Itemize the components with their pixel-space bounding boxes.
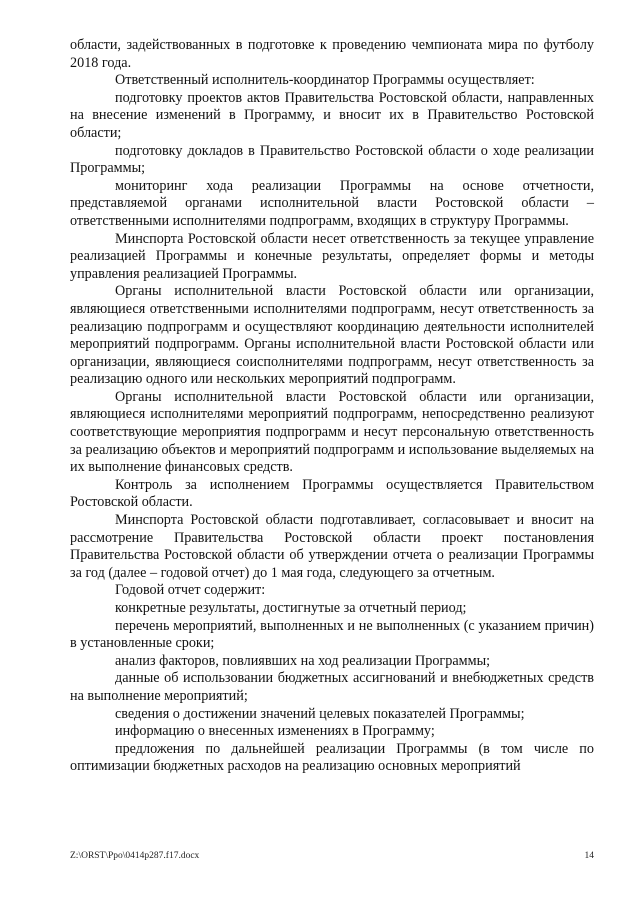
paragraph: предложения по дальнейшей реализации Программы (в том числе по оптимизации бюджетных расходов на реализацию основных мероприятий bbox=[70, 740, 594, 775]
paragraph: сведения о достижении значений целевых показателей Программы; bbox=[115, 705, 525, 722]
page-number: 14 bbox=[584, 851, 594, 861]
paragraph: анализ факторов, повлиявших на ход реализации Программы; bbox=[115, 652, 491, 669]
paragraph: перечень мероприятий, выполненных и не выполненных (с указанием причин) в установленные сроки; bbox=[70, 617, 594, 652]
paragraph: Ответственный исполнитель-координатор Программы осуществляет: bbox=[115, 72, 535, 89]
file-path: Z:\ORST\Ppo\0414p287.f17.docx bbox=[70, 851, 200, 861]
paragraph: Органы исполнительной власти Ростовской области или организации, являющиеся исполнителями мероприятий подпрограмм, непосредственно реализуют соответствующие мероприятия подпрограмм и несут персональную ответственность за реализацию объектов и мероприятий подпрограмм и использование выделяемых на их выполнение финансовых средств. bbox=[70, 388, 594, 476]
paragraph: Минспорта Ростовской области несет ответственность за текущее управление реализацией Программы и конечные результаты, определяет формы и методы управления реализацией Программы. bbox=[70, 230, 594, 282]
paragraph: Минспорта Ростовской области подготавливает, согласовывает и вносит на рассмотрение Правительства Ростовской области проект постановления Правительства Ростовской области об утверждении отчета о реализации Программы за год (далее – годовой отчет) до 1 мая года, следующего за отчетным. bbox=[70, 512, 594, 581]
paragraph: подготовку проектов актов Правительства Ростовской области, направленных на внесение изменений в Программу, и вносит их в Правительство Ростовской области; bbox=[70, 89, 594, 141]
document-body bbox=[70, 37, 594, 776]
paragraph: Органы исполнительной власти Ростовской области или организации, являющиеся ответственными исполнителями подпрограмм, несут ответственность за реализацию подпрограмм и осуществляют координацию деятельности исполнителей мероприятий подпрограмм. Органы исполнительной власти Ростовской области или организации, являющиеся соисполнителями подпрограмм, несут ответственность за реализацию одного или нескольких мероприятий подпрограмм. bbox=[70, 283, 594, 388]
paragraph: Годовой отчет содержит: bbox=[115, 582, 266, 599]
paragraph: информацию о внесенных изменениях в Программу; bbox=[115, 723, 435, 740]
paragraph: области, задействованных в подготовке к проведению чемпионата мира по футболу 2018 года. bbox=[70, 37, 594, 71]
paragraph: мониторинг хода реализации Программы на основе отчетности, представляемой органами исполнительной власти Ростовской области – ответственными исполнителями подпрограмм, входящих в структуру Программы. bbox=[70, 177, 594, 229]
paragraph: Контроль за исполнением Программы осуществляется Правительством Ростовской области. bbox=[70, 476, 594, 511]
paragraph: данные об использовании бюджетных ассигнований и внебюджетных средств на выполнение мероприятий; bbox=[70, 670, 594, 704]
paragraph: подготовку докладов в Правительство Ростовской области о ходе реализации Программы; bbox=[70, 142, 594, 177]
page-footer bbox=[70, 851, 594, 865]
paragraph: конкретные результаты, достигнутые за отчетный период; bbox=[115, 600, 467, 616]
